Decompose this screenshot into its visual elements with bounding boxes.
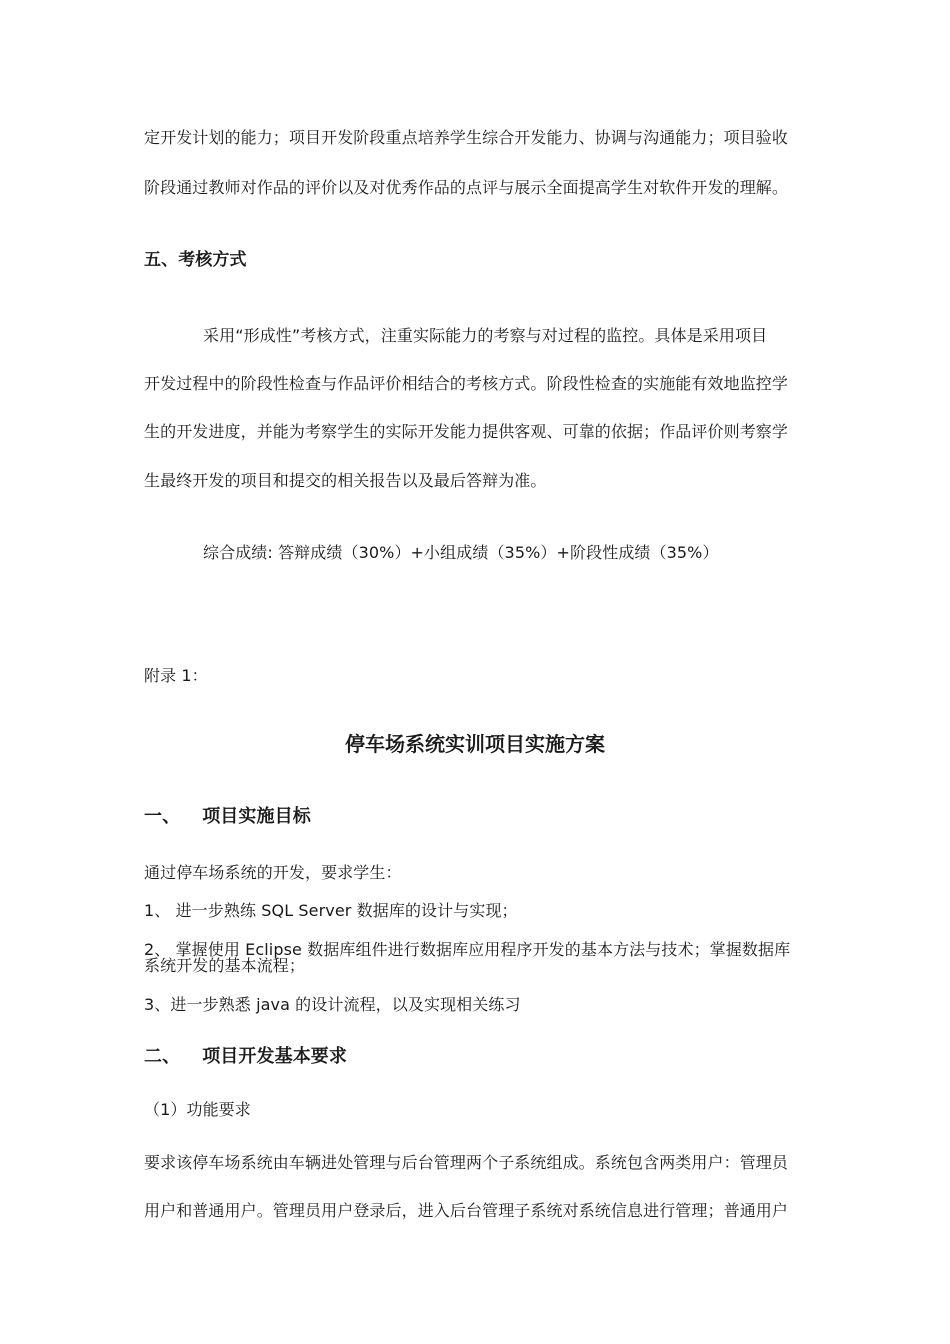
assessment-paragraph-line-3: 生的开发进度，并能为考察学生的实际开发能力提供客观、可靠的依据；作品评价则考察学 — [144, 422, 789, 441]
requirements-paragraph-line-1: 要求该停车场系统由车辆进处管理与后台管理两个子系统组成。系统包含两类用户：管理员 — [144, 1153, 789, 1172]
goal-item-1: 1、 进一步熟练 SQL Server 数据库的设计与实现； — [144, 901, 518, 920]
appendix-title: 停车场系统实训项目实施方案 — [345, 732, 605, 756]
section-1-intro: 通过停车场系统的开发，要求学生： — [144, 863, 402, 882]
assessment-paragraph-line-2: 开发过程中的阶段性检查与作品评价相结合的考核方式。阶段性检查的实施能有效地监控学 — [144, 374, 789, 393]
subsection-functional-requirements: （1）功能要求 — [144, 1100, 251, 1119]
requirements-paragraph-line-2: 用户和普通用户。管理员用户登录后，进入后台管理子系统对系统信息进行管理；普通用户 — [144, 1201, 789, 1220]
section-2-heading — [144, 1047, 347, 1067]
goal-item-2-line-1: 2、 掌握使用 Eclipse 数据库组件进行数据库应用程序开发的基本方法与技术；掌握数据库 — [144, 940, 791, 959]
section-1-title: 项目实施目标 — [202, 806, 311, 827]
goal-item-2-line-2: 系统开发的基本流程； — [144, 956, 306, 975]
appendix-label: 附录 1： — [144, 666, 208, 685]
intro-paragraph-line-2: 阶段通过教师对作品的评价以及对优秀作品的点评与展示全面提高学生对软件开发的理解。 — [144, 178, 789, 197]
assessment-paragraph-line-1: 采用“形成性”考核方式，注重实际能力的考察与对过程的监控。具体是采用项目 — [203, 326, 768, 345]
intro-paragraph-line-1: 定开发计划的能力；项目开发阶段重点培养学生综合开发能力、协调与沟通能力；项目验收 — [144, 128, 789, 147]
assessment-heading: 五、考核方式 — [144, 250, 247, 270]
section-2-number: 二、 — [144, 1046, 181, 1067]
section-1-heading — [144, 807, 311, 827]
assessment-paragraph-line-4: 生最终开发的项目和提交的相关报告以及最后答辩为准。 — [144, 471, 547, 490]
section-2-title: 项目开发基本要求 — [202, 1046, 348, 1067]
section-1-number: 一、 — [144, 806, 181, 827]
grade-formula: 综合成绩: 答辩成绩（30%）+小组成绩（35%）+阶段性成绩（35%） — [203, 543, 719, 562]
goal-item-3: 3、进一步熟悉 java 的设计流程，以及实现相关练习 — [144, 995, 521, 1014]
